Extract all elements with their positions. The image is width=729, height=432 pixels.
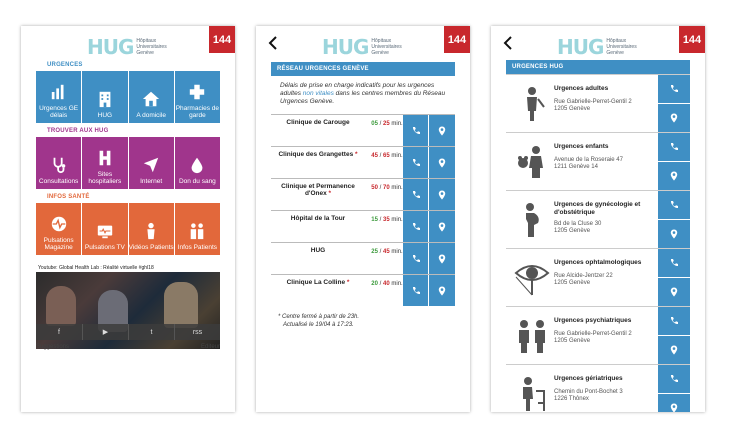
centre-name: Clinique des Grangettes * bbox=[278, 151, 358, 158]
map-pin-icon bbox=[669, 403, 679, 412]
back-arrow-icon[interactable] bbox=[266, 35, 280, 51]
tile-hug[interactable]: HUG bbox=[82, 71, 127, 123]
tile-pulsations-tv[interactable]: Pulsations TV bbox=[82, 203, 127, 255]
map-button[interactable] bbox=[429, 179, 455, 210]
call-button[interactable] bbox=[403, 211, 429, 242]
urgence-address: Avenue de la Roseraie 47 1211 Genève 14 bbox=[554, 157, 623, 170]
section-title-trouver: TROUVER AUX HUG bbox=[47, 128, 109, 134]
hug-logo: HUG Hôpitaux Universitaires Genève bbox=[87, 35, 167, 59]
call-button[interactable] bbox=[403, 179, 429, 210]
map-button[interactable] bbox=[658, 162, 690, 190]
map-button[interactable] bbox=[658, 104, 690, 132]
phone-icon bbox=[411, 158, 421, 168]
wait-time: 50 / 70 min. bbox=[371, 185, 403, 191]
urgence-address: Chemin du Pont-Bochet 3 1226 Thônex bbox=[554, 389, 623, 402]
centre-row bbox=[271, 242, 455, 273]
phone-icon bbox=[669, 84, 679, 94]
tile-infos-patients[interactable]: Infos Patients bbox=[175, 203, 220, 255]
urgence-title: Urgences adultes bbox=[554, 85, 609, 92]
urgence-address: Rue Gabrielle-Perret-Gentil 2 1205 Genève bbox=[554, 331, 632, 344]
centre-name: Clinique et Permanence d'Onex * bbox=[281, 183, 355, 197]
header bbox=[491, 26, 705, 60]
call-button[interactable] bbox=[658, 191, 690, 219]
phone-icon bbox=[669, 200, 679, 210]
cursor-arrow-icon bbox=[142, 156, 160, 174]
intro-text: Délais de prise en charge indicatifs pour les urgences adultes non vitales dans les centres membres du Réseau Urgences Genève. bbox=[280, 82, 446, 105]
pregnant-woman-icon bbox=[512, 199, 552, 239]
urgence-item bbox=[506, 132, 690, 190]
eye-icon bbox=[512, 257, 552, 297]
map-button[interactable] bbox=[429, 147, 455, 178]
back-arrow-icon[interactable] bbox=[501, 35, 515, 51]
tile-don-du-sang[interactable]: Don du sang bbox=[175, 137, 220, 189]
centre-name: HUG bbox=[310, 247, 326, 254]
phone-icon bbox=[411, 286, 421, 296]
header bbox=[21, 26, 235, 60]
pulse-icon bbox=[50, 215, 68, 233]
map-pin-icon bbox=[437, 190, 447, 200]
hug-urgences-screen bbox=[491, 26, 705, 412]
suggestions-link[interactable]: Suggestions bbox=[36, 344, 70, 350]
call-button[interactable] bbox=[658, 249, 690, 277]
centre-row bbox=[271, 114, 455, 145]
centre-name: Clinique de Carouge bbox=[286, 119, 350, 126]
map-pin-icon bbox=[669, 171, 679, 181]
editeur-link[interactable]: Editeur bbox=[200, 344, 220, 350]
map-pin-icon bbox=[669, 229, 679, 239]
call-button[interactable] bbox=[403, 275, 429, 306]
urgence-item bbox=[506, 248, 690, 306]
map-pin-icon bbox=[437, 158, 447, 168]
map-button[interactable] bbox=[429, 243, 455, 274]
elderly-walker-icon bbox=[512, 373, 552, 412]
trouver-grid bbox=[36, 137, 220, 189]
child-teddy-icon bbox=[512, 141, 552, 181]
section-title-urgences: URGENCES bbox=[47, 62, 83, 68]
blood-drop-icon bbox=[188, 156, 206, 174]
tile-a-domicile[interactable]: A domicile bbox=[129, 71, 174, 123]
wait-time: 25 / 45 min. bbox=[371, 249, 403, 255]
tile-pharmacies-de-garde[interactable]: Pharmacies de garde bbox=[175, 71, 220, 123]
urgence-address: Rue Gabrielle-Perret-Gentil 2 1205 Genève bbox=[554, 99, 632, 112]
centre-row bbox=[271, 178, 455, 209]
updated-note: Actualisé le 19/04 à 17:23. bbox=[283, 322, 354, 328]
map-pin-icon bbox=[669, 113, 679, 123]
home-screen bbox=[21, 26, 235, 412]
house-icon bbox=[142, 90, 160, 108]
centre-name: Clinique La Colline * bbox=[286, 279, 350, 286]
stethoscope-icon bbox=[50, 156, 68, 174]
urgence-item bbox=[506, 306, 690, 364]
rss-icon[interactable]: rss bbox=[174, 324, 220, 340]
wait-time: 05 / 25 min. bbox=[371, 121, 403, 127]
urgence-item bbox=[506, 74, 690, 132]
phone-icon bbox=[669, 142, 679, 152]
urgence-title: Urgences psychiatriques bbox=[554, 317, 632, 324]
map-pin-icon bbox=[437, 222, 447, 232]
emergency-144-button[interactable]: 144 bbox=[209, 26, 235, 53]
map-button[interactable] bbox=[429, 115, 455, 146]
tile-sites-hospitaliers[interactable]: Sites hospitaliers bbox=[82, 137, 127, 189]
phone-icon bbox=[669, 258, 679, 268]
header bbox=[256, 26, 470, 60]
urgence-title: Urgences gériatriques bbox=[554, 375, 623, 382]
social-bar bbox=[36, 324, 220, 340]
urgence-item bbox=[506, 364, 690, 412]
centre-name: Hôpital de la Tour bbox=[290, 215, 346, 222]
centre-row bbox=[271, 146, 455, 177]
facebook-icon[interactable]: f bbox=[58, 328, 60, 336]
pharmacy-cross-icon bbox=[188, 83, 206, 101]
map-button[interactable] bbox=[658, 336, 690, 364]
phone-icon bbox=[411, 254, 421, 264]
emergency-144-button[interactable]: 144 bbox=[679, 26, 705, 53]
call-button[interactable] bbox=[403, 243, 429, 274]
urgence-item bbox=[506, 190, 690, 248]
network-screen bbox=[256, 26, 470, 412]
call-button[interactable] bbox=[658, 365, 690, 393]
section-title-infos-sante: INFOS SANTÉ bbox=[47, 194, 90, 200]
map-button[interactable] bbox=[658, 278, 690, 306]
tile-consultations[interactable]: Consultations bbox=[36, 137, 81, 189]
patient-icon bbox=[142, 222, 160, 240]
urgences-grid bbox=[36, 71, 220, 123]
tile-internet[interactable]: Internet bbox=[129, 137, 174, 189]
tile-urgences-ge-delais[interactable]: Urgences GE délais bbox=[36, 71, 81, 123]
call-button[interactable] bbox=[403, 115, 429, 146]
tile-videos-patients[interactable]: Vidéos Patients bbox=[129, 203, 174, 255]
tile-pulsations-magazine[interactable]: Pulsations Magazine bbox=[36, 203, 81, 255]
phone-icon bbox=[669, 374, 679, 384]
chart-icon bbox=[50, 83, 68, 101]
tv-icon bbox=[96, 222, 114, 240]
wait-time: 15 / 35 min. bbox=[371, 217, 403, 223]
call-button[interactable] bbox=[403, 147, 429, 178]
twitter-icon[interactable]: t bbox=[128, 324, 174, 340]
section-bar: RÉSEAU URGENCES GENÈVE bbox=[271, 62, 455, 76]
centre-row bbox=[271, 274, 455, 305]
infos-sante-grid bbox=[36, 203, 220, 255]
urgence-title: Urgences ophtalmologiques bbox=[554, 259, 642, 266]
centre-row bbox=[271, 210, 455, 241]
adult-patient-icon bbox=[512, 83, 552, 123]
map-pin-icon bbox=[437, 286, 447, 296]
map-button[interactable] bbox=[429, 211, 455, 242]
wait-time: 20 / 40 min. bbox=[371, 281, 403, 287]
map-pin-icon bbox=[669, 345, 679, 355]
call-button[interactable] bbox=[658, 75, 690, 103]
people-icon bbox=[188, 222, 206, 240]
call-button[interactable] bbox=[658, 133, 690, 161]
wait-time: 45 / 65 min. bbox=[371, 153, 403, 159]
phone-icon bbox=[669, 316, 679, 326]
video-caption: Youtube: Global Health Lab : Réalité virtuelle #ghl18 bbox=[38, 265, 154, 271]
call-button[interactable] bbox=[658, 307, 690, 335]
map-pin-icon bbox=[437, 254, 447, 264]
two-people-icon bbox=[512, 315, 552, 355]
map-button[interactable] bbox=[658, 394, 690, 412]
urgence-title: Urgences enfants bbox=[554, 143, 609, 150]
closed-note: * Centre fermé à partir de 23h. bbox=[278, 314, 360, 320]
map-button[interactable] bbox=[429, 275, 455, 306]
urgence-title: Urgences de gynécologie et d'obstétrique bbox=[554, 201, 641, 216]
hospital-building-icon bbox=[96, 90, 114, 108]
map-pin-icon bbox=[669, 287, 679, 297]
hug-logo: HUG Hôpitaux Universitaires Genève bbox=[322, 35, 402, 59]
hug-logo: HUG Hôpitaux Universitaires Genève bbox=[557, 35, 637, 59]
youtube-icon[interactable]: ▶ bbox=[82, 324, 128, 340]
emergency-144-button[interactable]: 144 bbox=[444, 26, 470, 53]
h-sign-icon bbox=[96, 149, 114, 167]
phone-icon bbox=[411, 222, 421, 232]
phone-icon bbox=[411, 190, 421, 200]
phone-icon bbox=[411, 126, 421, 136]
urgence-address: Bd de la Cluse 30 1205 Genève bbox=[554, 221, 602, 234]
map-pin-icon bbox=[437, 126, 447, 136]
section-bar: URGENCES HUG bbox=[506, 60, 690, 74]
map-button[interactable] bbox=[658, 220, 690, 248]
urgence-address: Rue Alcide-Jentzer 22 1205 Genève bbox=[554, 273, 613, 286]
